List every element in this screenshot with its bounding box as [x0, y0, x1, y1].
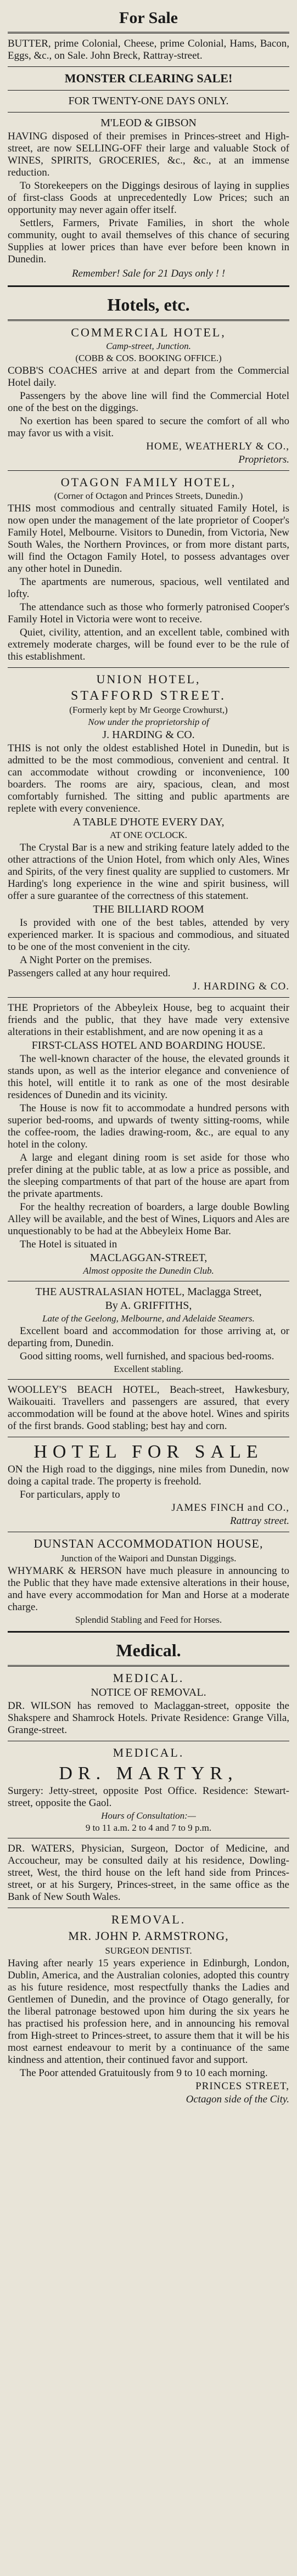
abbeyleix-title: FIRST-CLASS HOTEL AND BOARDING HOUSE.	[31, 1039, 266, 1051]
union-hotel-street: STAFFORD STREET.	[71, 689, 226, 703]
dunstan-ad	[8, 1537, 289, 1626]
commercial-hotel-location: Camp-street, Junction.	[106, 341, 191, 351]
divider	[8, 1631, 289, 1633]
otagon-hotel-ad	[8, 475, 289, 663]
hotel-for-sale-body: ON the High road to the diggings, nine miles from Dunedin, now doing a capital trade. The property is freehold.	[8, 1464, 289, 1487]
hotel-for-sale-title: HOTEL FOR SALE	[33, 1442, 264, 1462]
union-hotel-time: AT ONE O'CLOCK.	[109, 830, 188, 840]
commercial-hotel-body2: Passengers by the above line will find the Commercial Hotel one of the best on the diggings.	[8, 390, 289, 414]
abbeyleix-body2: The well-known character of the house, the elevated grounds it stands upon, as well as the interior elegance and convenience of this hotel, will entitle it to rank as one of the most desirable residences of Dunedin and its vicinity.	[8, 1053, 289, 1101]
hotel-for-sale-agent2: Rattray street.	[230, 1515, 289, 1527]
butter-ad-text: BUTTER, prime Colonial, Cheese, prime Colonial, Hams, Bacon, Eggs, &c., on Sale. John Breck, Rattray-street.	[8, 38, 289, 61]
divider	[8, 90, 289, 91]
divider	[8, 1379, 289, 1380]
abbeyleix-body: THE Proprietors of the Abbeyleix House, beg to acquaint their friends and the public, that they have made very extensive alterations in their establishment, and are now opening it as a	[8, 1002, 289, 1038]
union-hotel-porter: A Night Porter on the premises.	[20, 954, 152, 966]
divider	[8, 112, 289, 113]
martyr-hours-title: Hours of Consultation:—	[101, 1810, 196, 1821]
martyr-name: DR. MARTYR,	[59, 1763, 238, 1784]
otagon-hotel-body: THIS most commodious and centrally situated Family Hotel, is now open under the management of the late proprietor of Cooper's Family Hotel, Melbourne. Visitors to Dunedin, from Victoria, New South Wales, the Northern Provinces, or from more distant parts, will find the Octagon Family Hotel, to possess advantages over any other hotel in Dunedin.	[8, 503, 289, 575]
union-hotel-now-under: Now under the proprietorship of	[88, 717, 209, 727]
commercial-hotel-office: (COBB & COS. BOOKING OFFICE.)	[75, 353, 222, 363]
waters-body: DR. WATERS, Physician, Surgeon, Doctor of Medicine, and Accoucheur, may be consulted daily at his residence, Dowling-street, West, the third house on the left hand side from Princes-street, or at his Surgery, Princes-street, in the same office as the Bank of New South Wales.	[8, 1843, 289, 1903]
australasian-hotel-body: Excellent board and accommodation for those arriving at, or departing from, Dunedin.	[8, 1325, 289, 1349]
otagon-hotel-body3: The attendance such as those who formerly patronised Cooper's Family Hotel in Victoria were wont to receive.	[8, 601, 289, 625]
martyr-hours: 9 to 11 a.m. 2 to 4 and 7 to 9 p.m.	[85, 1823, 212, 1833]
union-hotel-formerly: (Formerly kept by Mr George Crowhurst,)	[69, 705, 228, 715]
armstrong-body2: The Poor attended Gratuitously from 9 to 10 each morning.	[20, 2067, 268, 2079]
dunstan-title: DUNSTAN ACCOMMODATION HOUSE,	[33, 1537, 264, 1550]
armstrong-title: SURGEON DENTIST.	[105, 1945, 192, 1956]
dunstan-location: Junction of the Waipori and Dunstan Diggings.	[60, 1553, 237, 1563]
divider	[8, 66, 289, 67]
commercial-hotel-body: COBB'S COACHES arrive at and depart from the Commercial Hotel daily.	[8, 365, 289, 389]
divider	[8, 1665, 289, 1667]
monster-sale-body: HAVING disposed of their premises in Princes-street and High-street, are now SELLING-OFF their large and valuable Stock of WINES, SPIRITS, GROCERIES, &c., &c., at an immense reduction.	[8, 131, 289, 178]
hotels-heading: Hotels, etc.	[107, 295, 190, 314]
armstrong-addr2: Octagon side of the City.	[186, 2094, 289, 2105]
hotel-for-sale-body2: For particulars, apply to	[20, 1489, 120, 1500]
martyr-body: Surgery: Jetty-street, opposite Post Office. Residence: Stewart-street, opposite the Gaol.	[8, 1785, 289, 1809]
dunstan-body: WHYMARK & HERSON have much pleasure in announcing to the Public that they have made extensive alterations in their house, and have every accommodation for Man and Horse at a moderate charge.	[8, 1565, 289, 1613]
woolleys-hotel-ad	[8, 1384, 289, 1432]
commercial-hotel-body3: No exertion has been spared to secure the comfort of all who may favor us with a visit.	[8, 415, 289, 439]
abbeyleix-body6: The Hotel is situated in	[20, 1239, 117, 1250]
monster-sale-reminder: Remember! Sale for 21 Days only ! !	[71, 268, 226, 279]
dunstan-body2: Splendid Stabling and Feed for Horses.	[75, 1615, 222, 1625]
abbeyleix-body3: The House is now fit to accommodate a hundred persons with superior bed-rooms, and upwards of twenty sitting-rooms, while the coffee-room, the ladies drawing-room, &c., are equal to any hotel in the colony.	[8, 1103, 289, 1150]
otagon-hotel-title: OTAGON FAMILY HOTEL,	[60, 475, 237, 489]
union-hotel-body: THIS is not only the oldest established Hotel in Dunedin, but is admitted to be the most commodious, convenient and central. It can accommodate without crowding or inconvenience, 100 boarders. The rooms are airy, spacious, clean, and most comfortably furnished. The sitting and public apartments are replete with every convenience.	[8, 743, 289, 814]
australasian-hotel-stabling: Excellent stabling.	[114, 1364, 183, 1374]
australasian-hotel-by: By A. GRIFFITHS,	[105, 1300, 192, 1312]
monster-sale-subtitle: FOR TWENTY-ONE DAYS ONLY.	[68, 95, 229, 107]
australasian-hotel-late: Late of the Geelong, Melbourne, and Adelaide Steamers.	[42, 1313, 255, 1324]
commercial-hotel-sig2: Proprietors.	[238, 454, 289, 465]
butter-ad	[8, 38, 289, 62]
medical-section-title: MEDICAL.	[113, 1671, 184, 1685]
armstrong-body: Having after nearly 15 years experience in Edinburgh, London, Dublin, America, and the Australian colonies, adopted this country as his future residence, most respectfully thanks the Ladies and Gentlemen of Dunedin, and the province of Otago generally, for the liberal patronage bestowed upon him during the six years he has practised his profession here, and in announcing his removal from High-street to Princes-street, to assure them that it will be his most earnest endeavour to merit by a continuance of the same kindness and attention, their continued favor and support.	[8, 1958, 289, 2066]
removal-title: NOTICE OF REMOVAL.	[91, 1686, 206, 1698]
waters-ad	[8, 1843, 289, 1903]
commercial-hotel-ad	[8, 325, 289, 466]
abbeyleix-street: MACLAGGAN-STREET,	[89, 1252, 208, 1264]
medical-heading: Medical.	[116, 1640, 181, 1660]
armstrong-addr: PRINCES STREET,	[195, 2080, 289, 2092]
otagon-hotel-location: (Corner of Octagon and Princes Streets, Dunedin.)	[54, 491, 243, 501]
monster-sale-body2: To Storekeepers on the Diggings desirous of laying in supplies of first-class Goods at unprecedentedly Low Prices; such an opportunity may never again offer itself.	[8, 180, 289, 216]
otagon-hotel-body4: Quiet, civility, attention, and an excellent table, combined with extremely moderate charges, will be found ever to be the rule of this establishment.	[8, 627, 289, 662]
abbeyleix-ad	[8, 1002, 289, 1276]
for-sale-heading: For Sale	[119, 9, 178, 27]
union-hotel-body3: Is provided with one of the best tables, attended by very experienced marker. It is spacious and commodious, and situated to be one of the most convenient in the city.	[8, 917, 289, 953]
union-hotel-proprietor: J. HARDING & CO.	[102, 729, 195, 741]
abbeyleix-opposite: Almost opposite the Dunedin Club.	[83, 1265, 214, 1276]
armstrong-removal-title: REMOVAL.	[111, 1913, 186, 1926]
commercial-hotel-sig: HOME, WEATHERLY & CO.,	[146, 441, 289, 452]
union-hotel-sig: J. HARDING & CO.	[193, 981, 289, 992]
wilson-ad	[8, 1671, 289, 1736]
abbeyleix-body5: For the healthy recreation of boarders, a large double Bowling Alley will be available, and the best of Wines, Liquors and Ales are unquestionably to be had at the Abbeyleix Home Bar.	[8, 1201, 289, 1237]
hotel-for-sale-agent: JAMES FINCH and CO.,	[171, 1502, 289, 1514]
union-hotel-table: A TABLE D'HOTE EVERY DAY,	[72, 816, 225, 828]
armstrong-ad	[8, 1913, 289, 2106]
australasian-hotel-title: THE AUSTRALASIAN HOTEL, Maclagga Street,	[35, 1286, 262, 1298]
woolleys-hotel-body: WOOLLEY'S BEACH HOTEL, Beach-street, Hawkesbury, Waikouaiti. Travellers and passengers are assured, that every accommodation will be found at the above hotel. Wines and spirits of the first brands. Good stabling; best hay and corn.	[8, 1384, 289, 1432]
divider	[8, 32, 289, 33]
martyr-ad	[8, 1746, 289, 1833]
abbeyleix-body4: A large and elegant dining room is set aside for those who prefer dining at the public table, at as low a price as possible, and the sleeping compartments of that part of the house are apart from the private apartments.	[8, 1152, 289, 1200]
monster-sale-ad	[8, 71, 289, 280]
divider	[8, 667, 289, 668]
hotel-for-sale-ad	[8, 1442, 289, 1527]
divider	[8, 470, 289, 471]
union-hotel-ad	[8, 672, 289, 993]
union-hotel-title: UNION HOTEL,	[96, 672, 201, 686]
martyr-medical-title: MEDICAL.	[113, 1746, 184, 1759]
otagon-hotel-body2: The apartments are numerous, spacious, well ventilated and lofty.	[8, 576, 289, 600]
divider	[8, 285, 289, 287]
union-hotel-body2: The Crystal Bar is a new and striking feature lately added to the other attractions of the Union Hotel, from which only Ales, Wines and Spirits, of the very finest quality are supplied to customers. Mr Harding's long experience in the wine and spirit business, will offer a sure guarantee of the correctness of this statement.	[8, 842, 289, 902]
wilson-body: DR. WILSON has removed to Maclaggan-street, opposite the Shakspere and Shamrock Hotels. Private Residence: Grange Villa, Grange-street.	[8, 1700, 289, 1736]
divider	[8, 319, 289, 321]
armstrong-name: MR. JOHN P. ARMSTRONG,	[68, 1929, 229, 1943]
union-hotel-billiard: THE BILLIARD ROOM	[93, 903, 204, 915]
monster-sale-body3: Settlers, Farmers, Private Families, in short the whole community, ought to avail themselves of this chance of securing Supplies at lower prices than have ever before been known in Dunedin.	[8, 217, 289, 265]
divider	[8, 997, 289, 998]
commercial-hotel-title: COMMERCIAL HOTEL,	[71, 325, 226, 339]
monster-sale-title: MONSTER CLEARING SALE!	[64, 71, 233, 85]
monster-sale-firm: M'LEOD & GIBSON	[100, 117, 197, 129]
union-hotel-passengers: Passengers called at any hour required.	[8, 968, 171, 979]
australasian-hotel-ad	[8, 1286, 289, 1375]
australasian-hotel-body2: Good sitting rooms, well furnished, and spacious bed-rooms.	[20, 1351, 274, 1362]
